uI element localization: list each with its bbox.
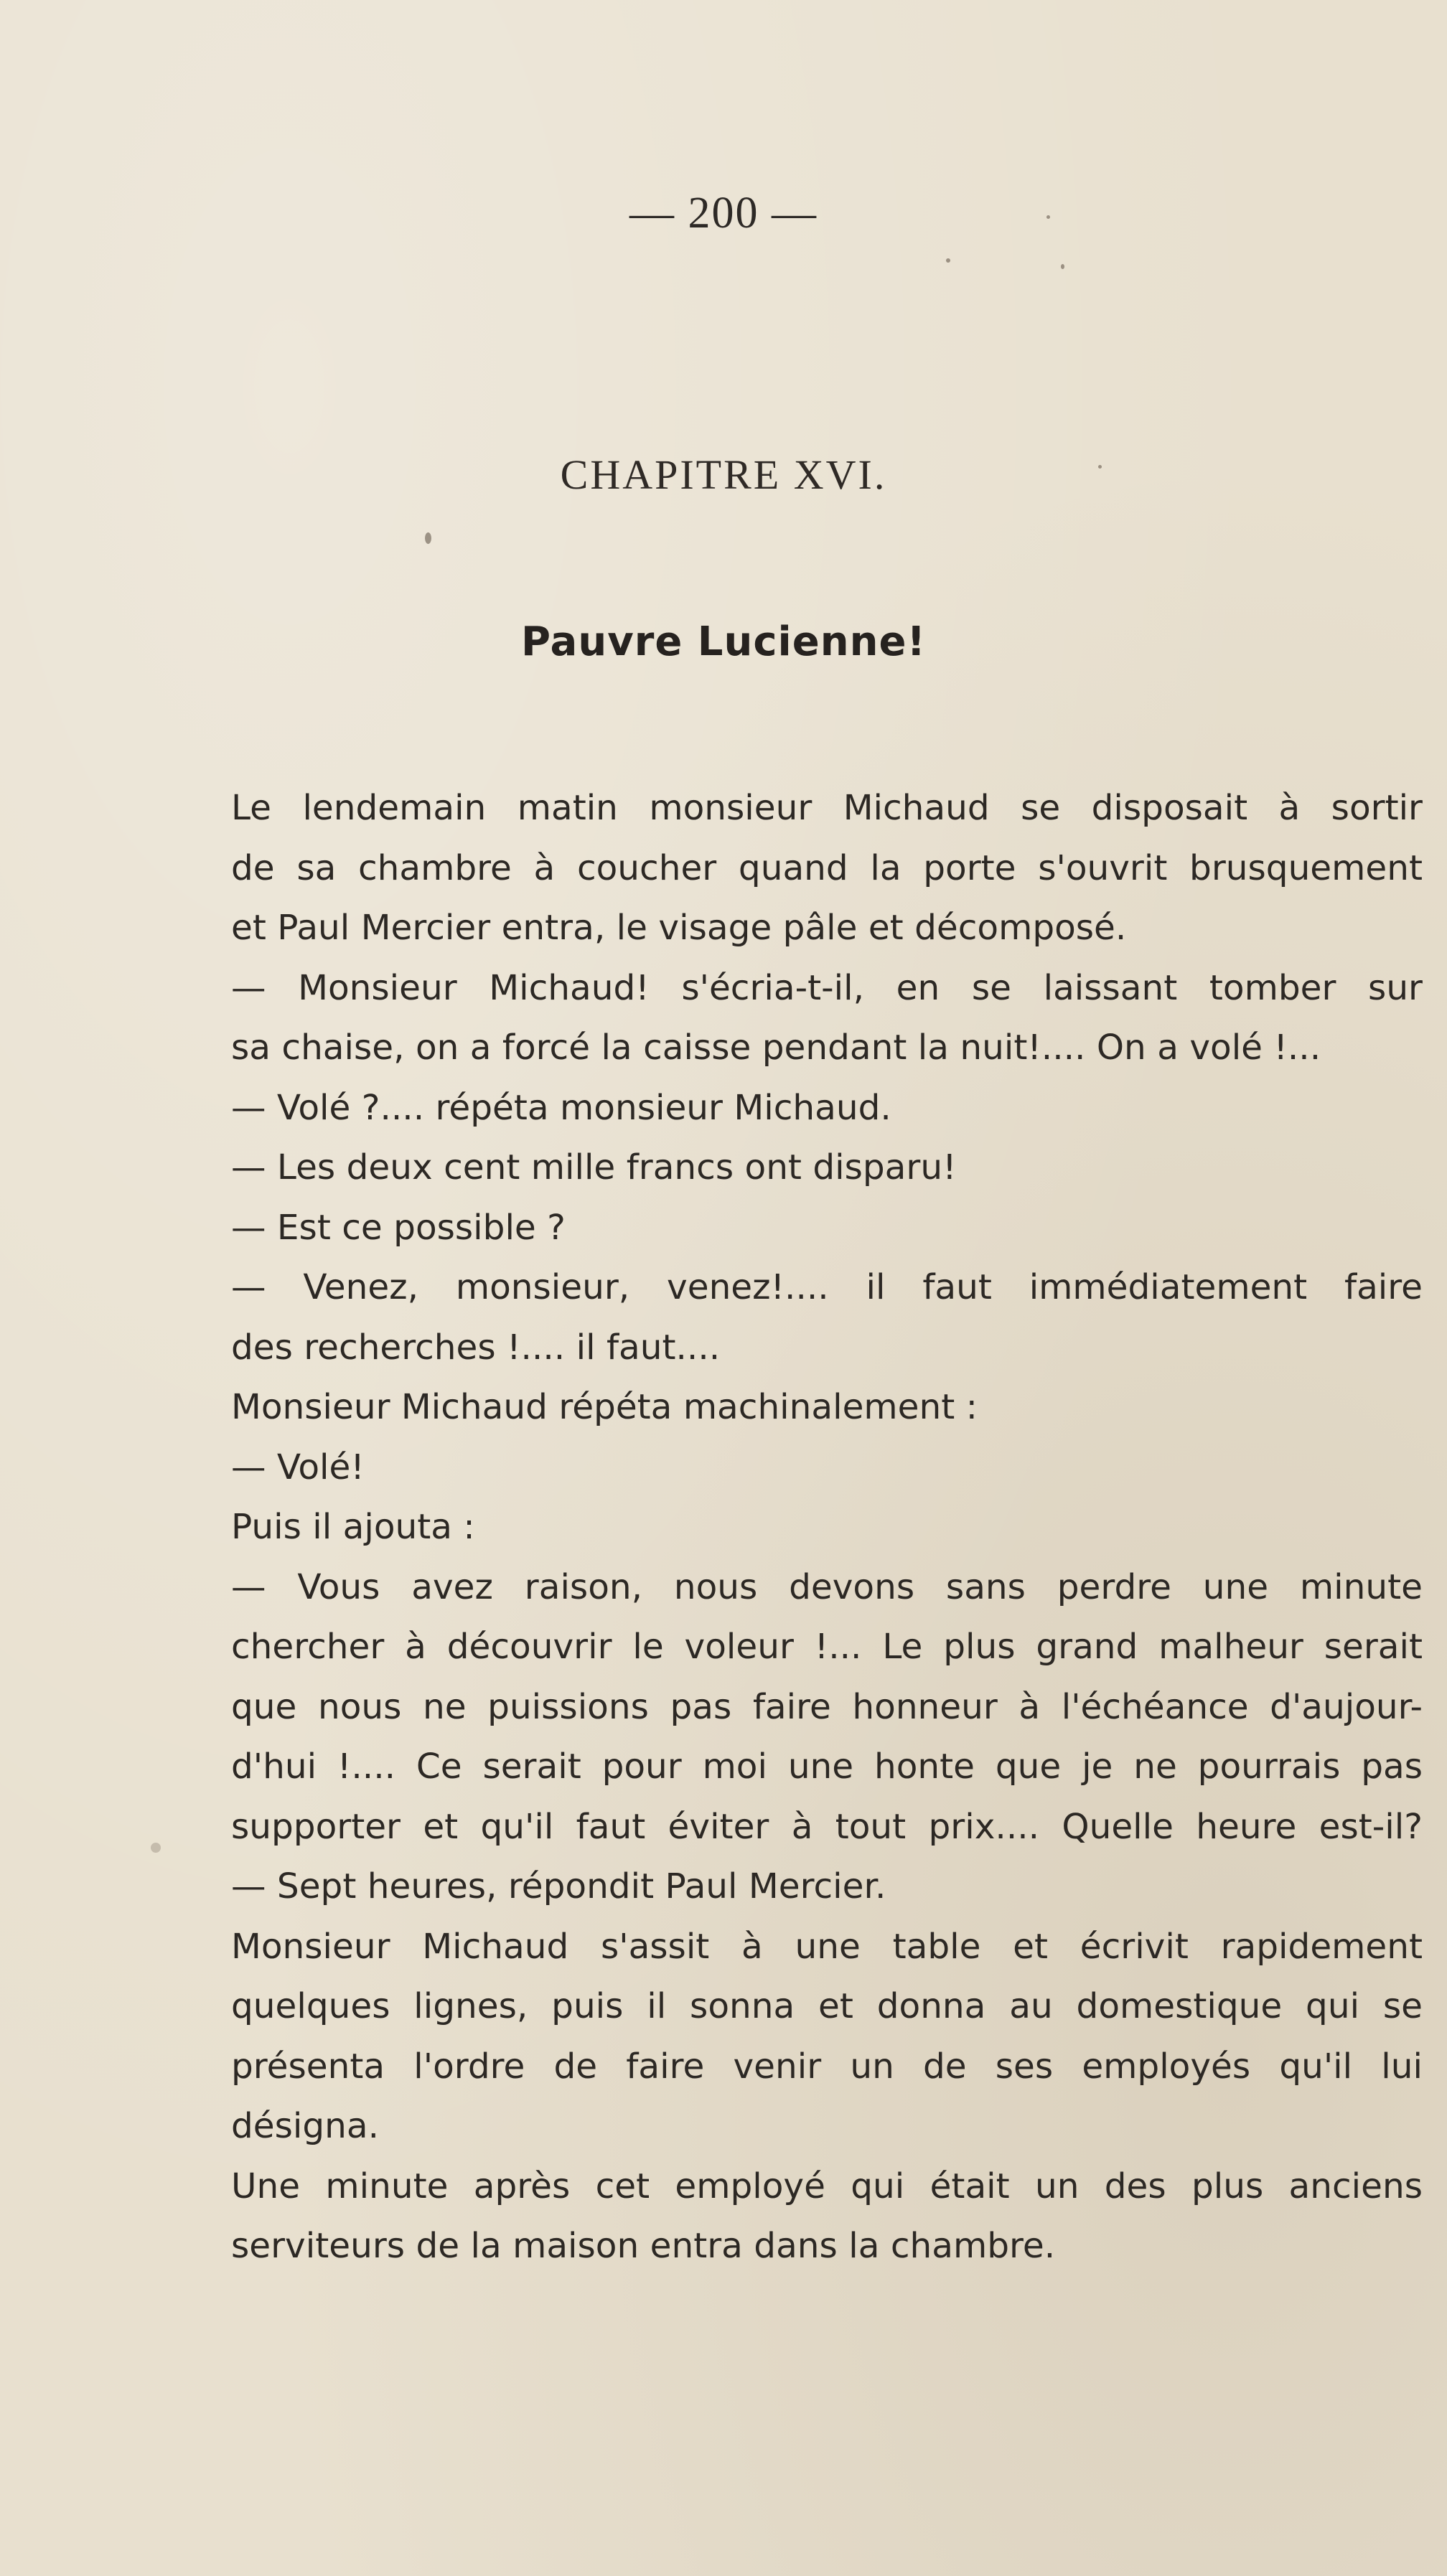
text-line: — Monsieur Michaud! s'écria-t-il, en se laissant tomber sur: [231, 967, 1423, 1008]
text-line: Le lendemain matin monsieur Michaud se disposait à sortir: [231, 788, 1423, 828]
text-line: — Les deux cent mille francs ont disparu!: [231, 1147, 957, 1188]
text-line: et Paul Mercier entra, le visage pâle et décomposé.: [231, 908, 1127, 948]
text-line: sa chaise, on a forcé la caisse pendant la nuit!.... On a volé !...: [231, 1028, 1321, 1068]
text-line: d'hui !.... Ce serait pour moi une honte que je ne pourrais pas: [231, 1747, 1423, 1787]
page-number: — 200 —: [629, 189, 818, 238]
text-line: — Venez, monsieur, venez!.... il faut immédiatement faire: [231, 1267, 1423, 1307]
body-text: [231, 779, 1423, 2277]
section-heading: Pauvre Lucienne!: [521, 619, 926, 665]
text-line: Monsieur Michaud répéta machinalement :: [231, 1387, 978, 1427]
text-line: des recherches !.... il faut....: [231, 1327, 721, 1368]
paper-speck: [1061, 264, 1064, 269]
text-line: quelques lignes, puis il sonna et donna au domestique qui se: [231, 1986, 1423, 2026]
text-line: désigna.: [231, 2106, 380, 2146]
chapter-title: CHAPITRE XVI.: [560, 451, 887, 498]
text-line: — Sept heures, répondit Paul Mercier.: [231, 1866, 886, 1907]
paper-speck: [425, 532, 431, 544]
text-line: que nous ne puissions pas faire honneur à l'échéance d'aujour-: [231, 1686, 1423, 1727]
paper-speck: [946, 258, 950, 263]
text-line: présenta l'ordre de faire venir un de ses employés qu'il lui: [231, 2046, 1423, 2087]
text-line: — Est ce possible ?: [231, 1207, 566, 1248]
text-line: de sa chambre à coucher quand la porte s'ouvrit brusquement: [231, 847, 1423, 888]
text-line: Une minute après cet employé qui était un des plus anciens: [231, 2166, 1423, 2206]
text-line: serviteurs de la maison entra dans la chambre.: [231, 2226, 1056, 2266]
text-line: Monsieur Michaud s'assit à une table et écrivit rapidement: [231, 1926, 1423, 1967]
text-line: chercher à découvrir le voleur !... Le plus grand malheur serait: [231, 1627, 1423, 1667]
text-line: — Volé!: [231, 1447, 365, 1487]
text-line: supporter et qu'il faut éviter à tout prix.... Quelle heure est-il?: [231, 1806, 1423, 1847]
text-line: — Volé ?.... répéta monsieur Michaud.: [231, 1087, 891, 1128]
text-line: — Vous avez raison, nous devons sans perdre une minute: [231, 1566, 1423, 1607]
text-line: Puis il ajouta :: [231, 1507, 475, 1547]
paper-speck: [151, 1843, 161, 1853]
